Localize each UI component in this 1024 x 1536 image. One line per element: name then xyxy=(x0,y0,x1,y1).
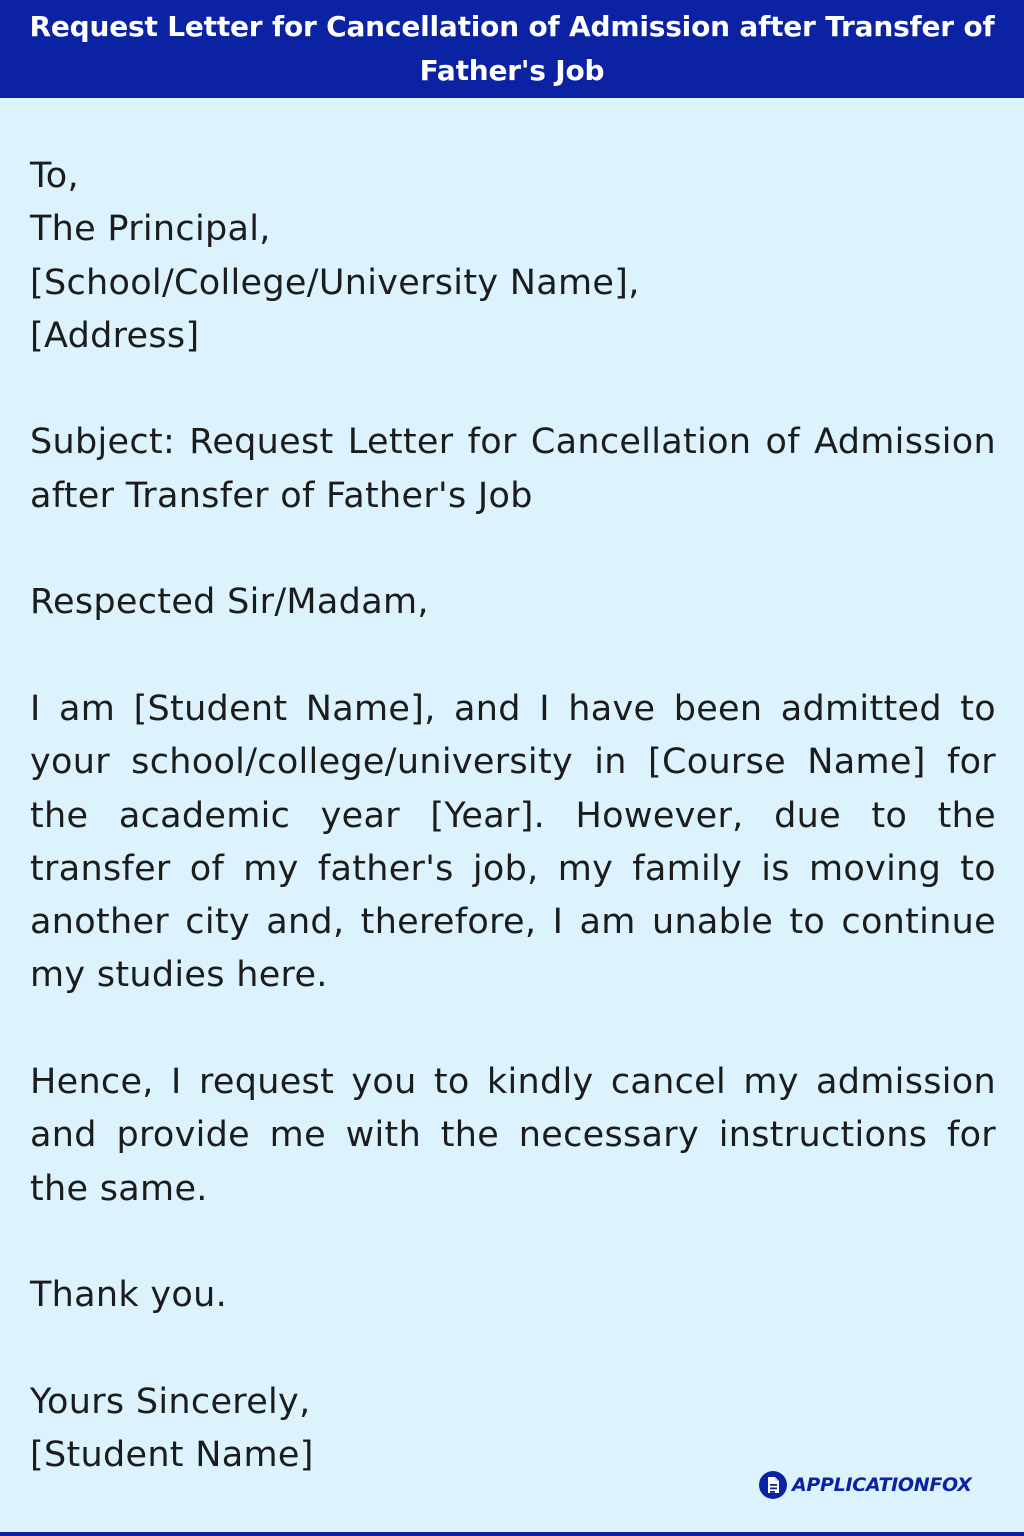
letter-salutation: Respected Sir/Madam, xyxy=(30,582,429,623)
letter-recipient: The Principal, xyxy=(30,209,271,250)
letter-to: To, xyxy=(30,156,79,196)
spacer xyxy=(30,1323,996,1376)
letter-closing: Yours Sincerely, xyxy=(30,1381,311,1422)
letter-institution: [School/College/University Name], xyxy=(30,262,640,303)
document-icon xyxy=(758,1470,788,1500)
letter-paragraph-1: I am [Student Name], and I have been admitted to your school/college/university in [Course Name] for the academic year [Year]. However, due to the transfer of my father's job, my family is moving to another city and, therefore, I am unable to continue my studies here. xyxy=(30,688,996,996)
footer-divider xyxy=(0,1532,1024,1536)
brand-logo xyxy=(758,1468,972,1502)
letter-paragraph-2: Hence, I request you to kindly cancel my admission and provide me with the necessary instructions for the same. xyxy=(30,1062,996,1209)
spacer xyxy=(30,630,996,683)
page-title: Request Letter for Cancellation of Admission after Transfer of Father's Job xyxy=(0,0,1024,98)
spacer xyxy=(30,1003,996,1056)
spacer xyxy=(30,363,996,416)
letter-signature: [Student Name] xyxy=(30,1435,314,1476)
brand-name: APPLICATIONFOX xyxy=(792,1474,972,1496)
letter-subject: Subject: Request Letter for Cancellation of Admission after Transfer of Father's Job xyxy=(30,422,996,516)
spacer xyxy=(30,523,996,576)
spacer xyxy=(30,1216,996,1269)
letter-body xyxy=(30,150,996,1482)
letter-thanks: Thank you. xyxy=(30,1275,228,1316)
letter-address: [Address] xyxy=(30,315,200,356)
